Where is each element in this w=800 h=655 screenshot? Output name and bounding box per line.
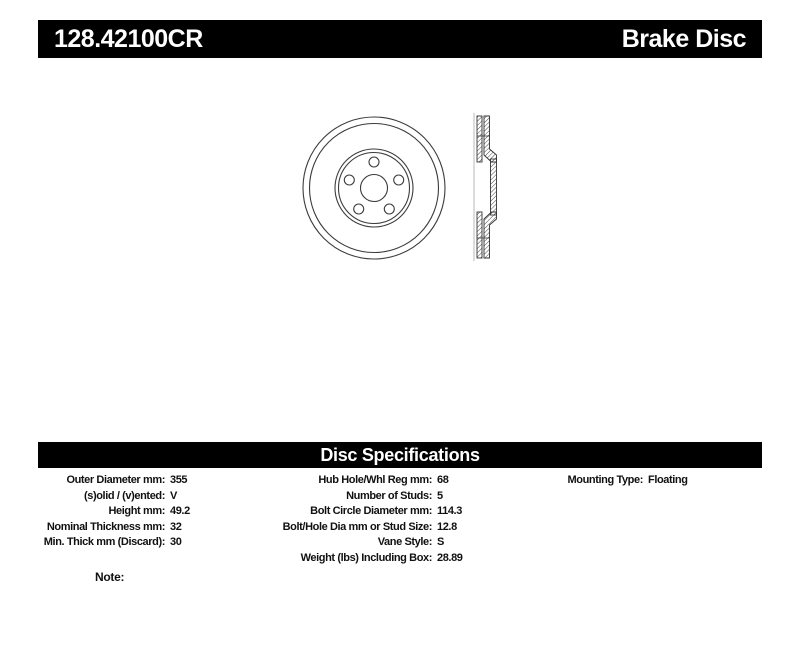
spec-section-header bbox=[38, 442, 762, 468]
spec-row bbox=[264, 489, 463, 505]
spec-row bbox=[264, 551, 463, 567]
spec-row bbox=[29, 473, 190, 489]
spec-column-right bbox=[559, 473, 688, 489]
spec-value: V bbox=[170, 489, 177, 502]
spec-row bbox=[29, 520, 190, 536]
spec-label: Hub Hole/Whl Reg mm: bbox=[318, 474, 432, 486]
technical-drawing bbox=[290, 100, 510, 270]
spec-value: 5 bbox=[437, 489, 443, 502]
spec-label: Mounting Type: bbox=[567, 474, 643, 486]
spec-label: Vane Style: bbox=[377, 536, 432, 549]
spec-row bbox=[559, 473, 688, 489]
spec-label: Number of Studs: bbox=[346, 489, 432, 502]
spec-label: Bolt Circle Diameter mm: bbox=[310, 505, 432, 518]
spec-value: 12.8 bbox=[437, 520, 457, 533]
spec-label: (s)olid / (v)ented: bbox=[83, 489, 165, 502]
spec-value: 49.2 bbox=[170, 505, 190, 518]
note-label: Note: bbox=[95, 570, 125, 584]
spec-row bbox=[29, 535, 190, 551]
spec-value: 30 bbox=[170, 536, 182, 549]
brake-disc-front-view-icon bbox=[303, 117, 445, 259]
spec-value: 28.89 bbox=[437, 551, 463, 564]
part-number: 128.42100CR bbox=[54, 24, 203, 53]
spec-column-left bbox=[29, 473, 190, 551]
spec-value: 114.3 bbox=[437, 505, 462, 518]
product-type-title: Brake Disc bbox=[621, 24, 746, 53]
spec-row bbox=[264, 504, 463, 520]
spec-label: Weight (lbs) Including Box: bbox=[300, 551, 432, 564]
spec-section-title: Disc Specifications bbox=[320, 444, 480, 465]
spec-label: Min. Thick mm (Discard): bbox=[43, 536, 165, 549]
spec-label: Height mm: bbox=[108, 505, 165, 518]
spec-value: 355 bbox=[170, 474, 188, 486]
spec-value: S bbox=[437, 536, 444, 549]
spec-value: 32 bbox=[170, 520, 182, 533]
spec-column-middle bbox=[264, 473, 463, 567]
spec-label: Nominal Thickness mm: bbox=[46, 520, 165, 533]
spec-label: Bolt/Hole Dia mm or Stud Size: bbox=[282, 520, 432, 533]
spec-label: Outer Diameter mm: bbox=[66, 474, 165, 486]
header-bar bbox=[38, 20, 762, 58]
spec-row bbox=[264, 535, 463, 551]
spec-row bbox=[264, 520, 463, 536]
spec-value: Floating bbox=[648, 474, 688, 486]
spec-row bbox=[264, 473, 463, 489]
spec-row bbox=[29, 489, 190, 505]
spec-row bbox=[29, 504, 190, 520]
brake-disc-cross-section-icon bbox=[474, 113, 497, 261]
spec-value: 68 bbox=[437, 474, 449, 486]
